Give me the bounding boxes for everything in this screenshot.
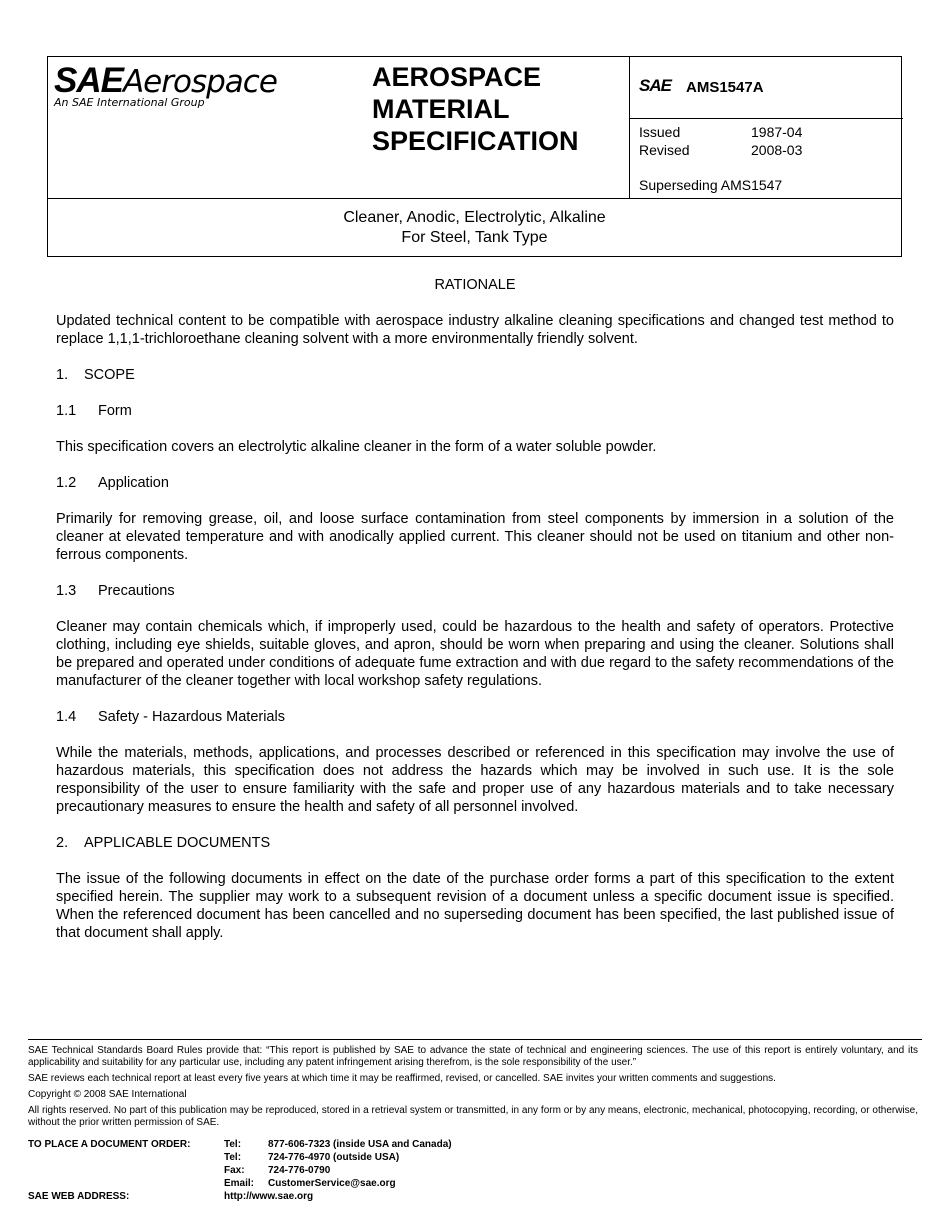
logo-subtitle: An SAE International Group <box>54 96 205 109</box>
document-subject <box>48 198 901 257</box>
tel-label-1: Tel: <box>224 1139 242 1150</box>
footer-review: SAE reviews each technical report at least every five years at which time it may be reaffirmed, revised, or cancelled. SAE invites your written comments and suggestions. <box>28 1073 776 1084</box>
superseding-note: Superseding AMS1547 <box>639 177 783 193</box>
header-table <box>47 56 902 257</box>
section-1-3-text: Cleaner may contain chemicals which, if improperly used, could be hazardous to the health and safety of operators. Protective clothing, including eye shields, suitable gloves, and apron, should be worn when preparing and using the cleaner. Solutions shall be prepared and operated under conditions of adequate fume extraction and with due regard to the safety recommendations of the manufacturer of the cleaner together with local workshop safety regulations. <box>56 619 894 689</box>
section-1-3-title: Precautions <box>98 583 175 599</box>
section-2-text: The issue of the following documents in effect on the date of the purchase order forms a part of this specification to the extent specified herein. The supplier may work to a subsequent revision of a document unless a specific document issue is specified. When the referenced document has been cancelled and no superseding document has been specified, the last published issue of that document shall apply. <box>56 871 894 941</box>
section-1-1-title: Form <box>98 403 132 419</box>
section-2-title: APPLICABLE DOCUMENTS <box>84 835 271 851</box>
section-1-3-heading <box>56 582 894 600</box>
sae-mark: SAE <box>639 76 671 95</box>
section-1-4-title: Safety - Hazardous Materials <box>98 709 285 725</box>
fax-number: 724-776-0790 <box>268 1165 331 1176</box>
order-label: TO PLACE A DOCUMENT ORDER: <box>28 1139 191 1150</box>
document-info-column <box>629 57 903 198</box>
doc-number: AMS1547A <box>686 79 764 96</box>
section-1-2-title: Application <box>98 475 169 491</box>
issued-row <box>639 123 802 141</box>
document-type-title <box>372 61 628 157</box>
footer-rights: All rights reserved. No part of this publication may be reproduced, stored in a retrieval system or transmitted, in any form or by any means, electronic, mechanical, photocopying, recording, or otherwise, without the prior written permission of SAE. <box>28 1105 918 1128</box>
email-label: Email: <box>224 1178 255 1189</box>
section-2-number: 2. <box>56 835 69 851</box>
issue-dates <box>639 123 802 159</box>
footer-rules: SAE Technical Standards Board Rules provide that: “This report is published by SAE to advance the state of technical and engineering sciences. The use of this report is entirely voluntary, and its applicability and suitability for any particular use, including any patent infringement arising therefrom, is the sole responsibility of the user.” <box>28 1045 918 1068</box>
issued-label: Issued <box>639 124 681 140</box>
logo-sae-text: SAE <box>54 61 123 100</box>
logo-wordmark <box>54 61 277 101</box>
section-1-1-heading <box>56 402 894 420</box>
footer-copyright: Copyright © 2008 SAE International <box>28 1089 187 1100</box>
fax-label: Fax: <box>224 1165 245 1176</box>
title-line-3: SPECIFICATION <box>372 126 579 156</box>
section-1-3-number: 1.3 <box>56 583 77 599</box>
doc-number-box <box>630 57 903 119</box>
section-1-heading <box>56 366 894 384</box>
section-1-2-number: 1.2 <box>56 475 77 491</box>
section-2-heading <box>56 834 894 852</box>
logo-aerospace-text: Aerospace <box>122 64 277 100</box>
web-url[interactable]: http://www.sae.org <box>224 1191 314 1202</box>
section-1-2-heading <box>56 474 894 492</box>
web-label: SAE WEB ADDRESS: <box>28 1191 130 1202</box>
section-1-4-text: While the materials, methods, applications, and processes described or referenced in this specification may involve the use of hazardous materials, this specification does not address the hazards which may be involved in such use. It is the sole responsibility of the user to ensure familiarity with the safe and proper use of any hazardous materials and to take necessary precautionary measures to ensure the health and safety of all personnel involved. <box>56 745 894 815</box>
order-contact-block <box>28 1138 452 1203</box>
tel-outside-usa: 724-776-4970 (outside USA) <box>268 1152 400 1163</box>
footer-notices <box>28 1045 918 1133</box>
subject-line-1: Cleaner, Anodic, Electrolytic, Alkaline <box>343 209 606 226</box>
revised-date: 2008-03 <box>751 142 803 158</box>
sae-aerospace-logo <box>48 57 363 198</box>
order-tel1-row <box>28 1138 452 1151</box>
revised-row <box>639 141 802 159</box>
document-body <box>56 276 894 942</box>
order-tel2-row <box>28 1151 452 1164</box>
section-1-number: 1. <box>56 367 69 383</box>
revised-label: Revised <box>639 142 690 158</box>
footer-divider <box>28 1039 922 1040</box>
web-address-row <box>28 1190 452 1203</box>
title-line-2: MATERIAL <box>372 94 510 124</box>
section-1-4-heading <box>56 708 894 726</box>
title-line-1: AEROSPACE <box>372 62 542 92</box>
rationale-text: Updated technical content to be compatible with aerospace industry alkaline cleaning specifications and changed test method to replace 1,1,1-trichloroethane cleaning solvent with a more environmentally friendly solvent. <box>56 313 894 347</box>
section-1-2-text: Primarily for removing grease, oil, and loose surface contamination from steel components by immersion in a solution of the cleaner at elevated temperature and with anodically applied current. This cleaner should not be used on titanium and other non-ferrous components. <box>56 511 894 563</box>
issued-date: 1987-04 <box>751 124 803 140</box>
section-1-1-text: This specification covers an electrolytic alkaline cleaner in the form of a water soluble powder. <box>56 439 657 455</box>
tel-label-2: Tel: <box>224 1152 242 1163</box>
tel-inside-usa: 877-606-7323 (inside USA and Canada) <box>268 1139 452 1150</box>
section-1-title: SCOPE <box>84 367 135 383</box>
email-address[interactable]: CustomerService@sae.org <box>268 1178 396 1189</box>
section-1-4-number: 1.4 <box>56 709 77 725</box>
subject-line-2: For Steel, Tank Type <box>401 229 548 246</box>
order-email-row <box>28 1177 452 1190</box>
section-1-1-number: 1.1 <box>56 403 77 419</box>
rationale-heading: RATIONALE <box>434 277 516 293</box>
order-fax-row <box>28 1164 452 1177</box>
